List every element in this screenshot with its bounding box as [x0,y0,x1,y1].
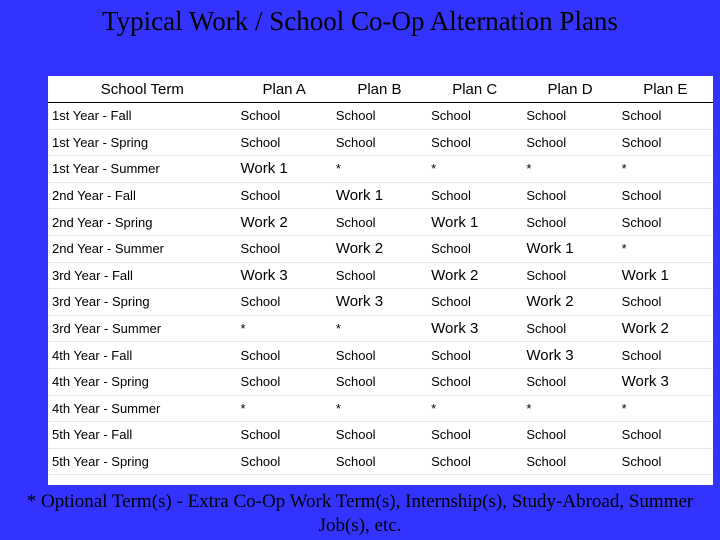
plan-cell: School [618,182,713,209]
plan-cell: School [522,103,617,130]
term-cell: 3rd Year - Spring [48,289,237,316]
plan-cell: Work 1 [522,235,617,262]
plan-cell: Work 3 [427,315,522,342]
plan-cell: Work 2 [237,209,332,236]
plan-cell: School [237,289,332,316]
table-row [48,235,713,262]
plan-cell: School [427,342,522,369]
table-row [48,422,713,449]
plan-cell: School [332,129,427,156]
term-cell: 1st Year - Fall [48,103,237,130]
plan-cell: School [522,209,617,236]
column-header-plan-c: Plan C [427,76,522,103]
term-cell: 2nd Year - Summer [48,235,237,262]
plan-cell: School [427,368,522,395]
column-header-plan-b: Plan B [332,76,427,103]
plan-cell: School [332,103,427,130]
term-cell: 2nd Year - Fall [48,182,237,209]
plan-cell: School [618,422,713,449]
plan-cell: School [427,182,522,209]
plan-cell: School [618,209,713,236]
plan-cell: School [332,422,427,449]
plan-cell: School [237,235,332,262]
plan-cell: Work 2 [618,315,713,342]
plan-cell: School [427,235,522,262]
term-cell: 4th Year - Fall [48,342,237,369]
plan-cell: School [522,182,617,209]
plan-cell: * [332,395,427,422]
plan-cell: School [332,342,427,369]
table-row [48,315,713,342]
plan-cell: School [618,448,713,475]
plan-cell: School [237,182,332,209]
term-cell: 1st Year - Spring [48,129,237,156]
table-row [48,182,713,209]
table-row [48,368,713,395]
table-row [48,448,713,475]
table-header-row [48,76,713,103]
plan-cell: School [522,448,617,475]
table-row [48,342,713,369]
plan-cell: School [522,129,617,156]
plan-cell: School [618,342,713,369]
footnote: * Optional Term(s) - Extra Co-Op Work Term(s), Internship(s), Study-Abroad, Summer Job(s), etc. [26,491,694,536]
plan-cell: School [427,103,522,130]
table-row [48,103,713,130]
plan-cell: School [427,448,522,475]
plan-cell: * [237,395,332,422]
term-cell: 4th Year - Spring [48,368,237,395]
alternation-plans-table-container [48,76,713,485]
plan-cell: * [618,235,713,262]
table-row [48,129,713,156]
alternation-plans-table [48,76,713,475]
term-cell: 5th Year - Fall [48,422,237,449]
plan-cell: School [237,368,332,395]
table-row [48,156,713,183]
plan-cell: * [618,156,713,183]
plan-cell: * [522,395,617,422]
term-cell: 3rd Year - Summer [48,315,237,342]
plan-cell: Work 1 [237,156,332,183]
plan-cell: * [522,156,617,183]
term-cell: 2nd Year - Spring [48,209,237,236]
plan-cell: School [332,209,427,236]
plan-cell: School [618,129,713,156]
table-row [48,209,713,236]
plan-cell: * [618,395,713,422]
plan-cell: School [237,422,332,449]
plan-cell: School [427,129,522,156]
table-row [48,289,713,316]
column-header-plan-a: Plan A [237,76,332,103]
plan-cell: Work 2 [522,289,617,316]
plan-cell: Work 1 [618,262,713,289]
plan-cell: School [522,262,617,289]
table-row [48,395,713,422]
plan-cell: * [332,315,427,342]
page-title: Typical Work / School Co-Op Alternation Plans [102,6,618,36]
plan-cell: Work 1 [332,182,427,209]
plan-cell: School [237,103,332,130]
plan-cell: School [618,289,713,316]
plan-cell: School [332,448,427,475]
plan-cell: School [522,315,617,342]
term-cell: 4th Year - Summer [48,395,237,422]
plan-cell: Work 3 [522,342,617,369]
plan-cell: Work 3 [237,262,332,289]
plan-cell: Work 3 [332,289,427,316]
plan-cell: * [427,395,522,422]
plan-cell: School [522,422,617,449]
plan-cell: School [427,289,522,316]
column-header-plan-d: Plan D [522,76,617,103]
plan-cell: Work 3 [618,368,713,395]
plan-cell: Work 2 [427,262,522,289]
plan-cell: * [332,156,427,183]
plan-cell: School [237,448,332,475]
plan-cell: School [332,262,427,289]
plan-cell: School [618,103,713,130]
table-body [48,103,713,475]
plan-cell: School [237,129,332,156]
term-cell: 3rd Year - Fall [48,262,237,289]
plan-cell: * [237,315,332,342]
column-header-plan-e: Plan E [618,76,713,103]
plan-cell: School [332,368,427,395]
plan-cell: Work 1 [427,209,522,236]
table-row [48,262,713,289]
term-cell: 1st Year - Summer [48,156,237,183]
plan-cell: Work 2 [332,235,427,262]
column-header-school-term: School Term [48,76,237,103]
plan-cell: * [427,156,522,183]
term-cell: 5th Year - Spring [48,448,237,475]
plan-cell: School [427,422,522,449]
plan-cell: School [522,368,617,395]
plan-cell: School [237,342,332,369]
